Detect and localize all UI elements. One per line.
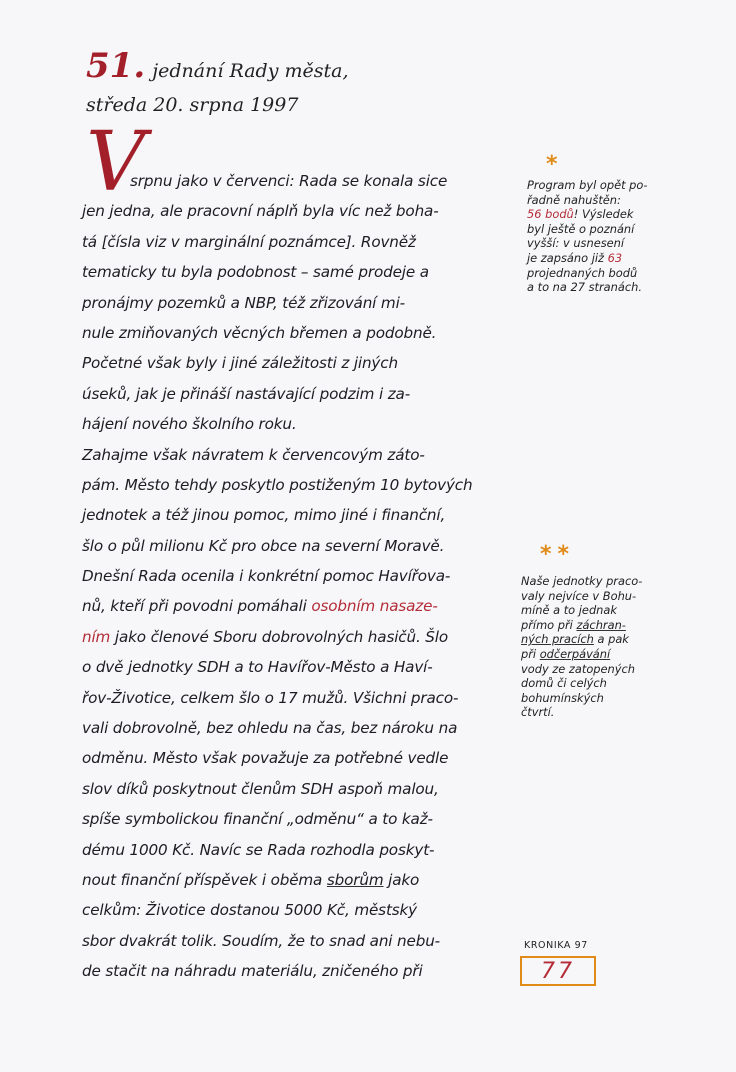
note-line (527, 193, 648, 208)
text-segment: čtvrtí. (521, 705, 555, 720)
text-line (82, 956, 514, 986)
margin-note-firefighters (521, 574, 642, 720)
text-line (82, 196, 514, 226)
text-line (82, 257, 514, 287)
text-line (82, 440, 514, 470)
note-line (527, 266, 648, 281)
text-segment: vyšší: v usnesení (527, 236, 625, 251)
text-segment: spíše symbolickou finanční „odměnu“ a to kaž- (82, 810, 433, 829)
note-line (527, 251, 648, 266)
note-line (527, 280, 648, 295)
text-line (82, 865, 514, 895)
entry-number: 51. (86, 46, 146, 86)
text-segment: nule zmiňovaných věcných břemen a podobně. (82, 323, 437, 342)
page-number: 77 (541, 958, 575, 984)
text-line (82, 743, 514, 773)
text-segment: řov-Životice, celkem šlo o 17 mužů. Všichni praco- (82, 688, 459, 707)
text-segment: ! Výsledek (573, 207, 634, 222)
highlighted-text: osobním nasaze- (311, 597, 438, 616)
text-segment: a to na 27 stranách. (527, 280, 642, 295)
note-line (521, 647, 642, 662)
margin-note-program (527, 178, 648, 295)
chronicle-label: KRONIKA 97 (524, 940, 588, 951)
text-line (82, 166, 514, 196)
text-segment: Program byl opět po- (527, 178, 648, 192)
entry-header (86, 46, 348, 116)
text-line (82, 895, 514, 925)
text-segment: dému 1000 Kč. Navíc se Rada rozhodla poskyt- (82, 840, 435, 859)
text-segment: jako (383, 870, 420, 889)
text-line (82, 683, 514, 713)
text-segment: byl ještě o poznání (527, 221, 635, 236)
underlined-text: sborům (326, 870, 384, 889)
asterisk-marker-1: * (546, 152, 564, 177)
text-segment: pám. Město tehdy poskytlo postiženým 10 bytových (82, 475, 473, 494)
text-segment: projednaných bodů (527, 265, 638, 280)
note-line (527, 222, 648, 237)
text-line (82, 713, 514, 743)
text-segment: nů, kteří při povodni pomáhali (82, 597, 312, 616)
highlighted-text: 63 (607, 250, 623, 265)
page-number-box (520, 956, 596, 986)
text-segment: celkům: Životice dostanou 5000 Kč, městský (82, 901, 417, 920)
text-line (82, 926, 514, 956)
note-line (527, 236, 648, 251)
asterisk-marker-2: ** (540, 542, 576, 567)
text-segment: nout finanční příspěvek i oběma (82, 870, 327, 889)
text-line (82, 804, 514, 834)
text-segment: Dnešní Rada ocenila i konkrétní pomoc Havířova- (82, 567, 451, 586)
note-line (521, 589, 642, 604)
note-line (521, 618, 642, 633)
text-segment: jen jedna, ale pracovní náplň byla víc než boha- (82, 202, 439, 221)
note-line (527, 178, 648, 193)
text-segment: domů či celých (521, 676, 607, 691)
text-line (82, 409, 514, 439)
text-segment: je zapsáno již (527, 250, 608, 265)
main-text (82, 166, 514, 987)
drop-cap: V (86, 115, 146, 210)
text-line (82, 561, 514, 591)
text-segment: přímo při (521, 617, 577, 632)
text-segment: bohumínských (521, 690, 604, 705)
text-segment: valy nejvíce v Bohu- (521, 588, 637, 603)
text-segment: úseků, jak je přináší nastávající podzim i za- (82, 384, 411, 403)
text-line (82, 348, 514, 378)
text-segment: vody ze zatopených (521, 661, 635, 676)
highlighted-text: ním (82, 627, 111, 646)
underlined-text: ných pracích (521, 632, 594, 647)
text-segment: šlo o půl milionu Kč pro obce na severní Moravě. (82, 536, 445, 555)
text-segment: hájení nového školního roku. (82, 415, 297, 434)
text-segment: Zahajme však návratem k červencovým záto- (82, 445, 425, 464)
text-segment: řadně nahuštěn: (527, 192, 621, 207)
text-segment: při (521, 646, 540, 661)
text-segment: jako členové Sboru dobrovolných hasičů. Šlo (110, 627, 449, 646)
text-line (82, 288, 514, 318)
entry-title: jednání Rady města, (152, 60, 349, 82)
text-line (82, 500, 514, 530)
note-line (521, 705, 642, 720)
highlighted-text: 56 bodů (527, 207, 574, 222)
note-line (521, 691, 642, 706)
text-line (82, 531, 514, 561)
text-segment: odměnu. Město však považuje za potřebné vedle (82, 749, 449, 768)
text-segment: de stačit na náhradu materiálu, zničeného při (82, 962, 423, 981)
underlined-text: záchran- (576, 617, 626, 632)
text-line (82, 470, 514, 500)
text-line (82, 318, 514, 348)
text-segment: pronájmy pozemků a NBP, též zřizování mi- (82, 293, 405, 312)
text-line (82, 835, 514, 865)
text-line (82, 379, 514, 409)
underlined-text: odčerpávání (539, 646, 611, 661)
note-line (527, 207, 648, 222)
text-segment: jednotek a též jinou pomoc, mimo jiné i finanční, (82, 506, 446, 525)
note-line (521, 574, 642, 589)
text-line (82, 774, 514, 804)
note-line (521, 632, 642, 647)
entry-date: středa 20. srpna 1997 (86, 94, 299, 116)
text-segment: míně a to jednak (521, 603, 617, 618)
text-line (82, 652, 514, 682)
note-line (521, 603, 642, 618)
text-segment: Početné však byly i jiné záležitosti z jiných (82, 354, 398, 373)
text-line (82, 227, 514, 257)
note-line (521, 662, 642, 677)
text-segment: vali dobrovolně, bez ohledu na čas, bez nároku na (82, 719, 458, 738)
text-segment: tá [čísla viz v marginální poznámce]. Rovněž (82, 232, 416, 251)
text-segment: Naše jednotky praco- (521, 574, 643, 588)
text-segment: a pak (593, 632, 629, 647)
text-segment: o dvě jednotky SDH a to Havířov-Město a Haví- (82, 658, 433, 677)
text-segment: srpnu jako v červenci: Rada se konala sice (130, 172, 448, 190)
text-segment: sbor dvakrát tolik. Soudím, že to snad ani nebu- (82, 931, 441, 950)
text-segment: tematicky tu byla podobnost – samé prodeje a (82, 263, 429, 282)
note-line (521, 676, 642, 691)
text-line (82, 591, 514, 621)
text-segment: slov díků poskytnout členům SDH aspoň malou, (82, 779, 439, 798)
text-line (82, 622, 514, 652)
